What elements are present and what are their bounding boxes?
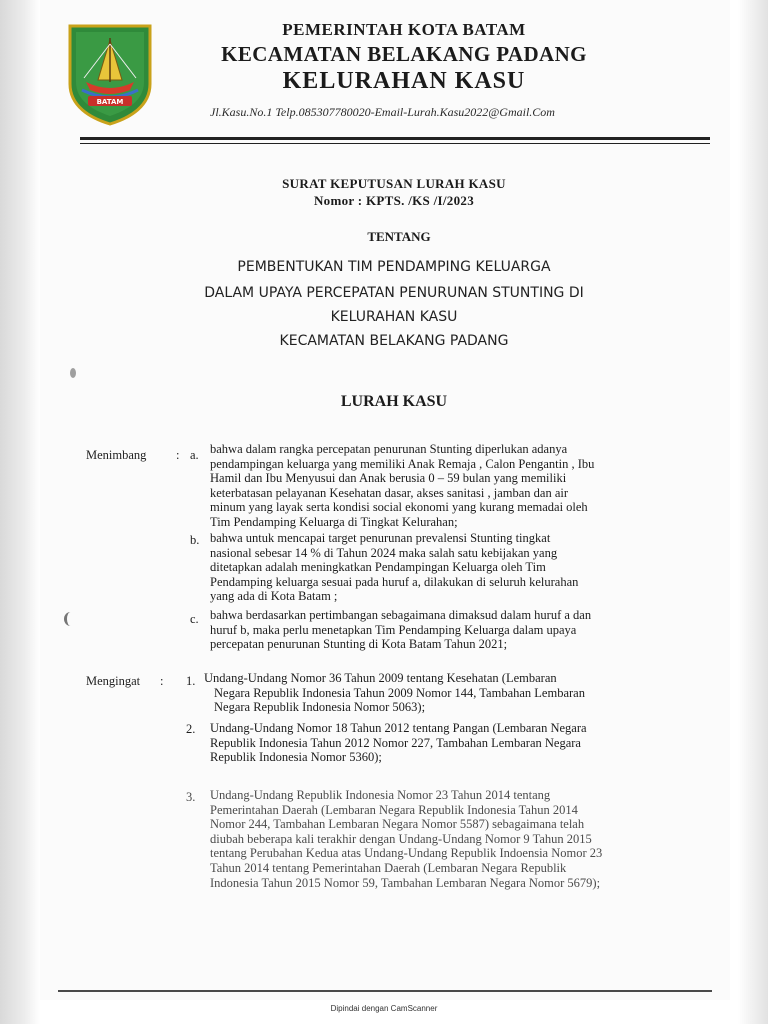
decree-title: SURAT KEPUTUSAN LURAH KASU — [282, 176, 506, 191]
item-marker: 2. — [186, 722, 196, 736]
text-line: percepatan penurunan Stunting di Kota Batam Tahun 2021; — [210, 637, 508, 652]
text-line: minum yang layak serta kondisi social ekonomi yang kurang memadai oleh — [210, 500, 588, 515]
text-line: Undang-Undang Nomor 18 Tahun 2012 tentang Pangan (Lembaran Negara — [210, 721, 587, 735]
text-line: yang ada di Kota Batam ; — [210, 589, 338, 604]
letterhead-district: KECAMATAN BELAKANG PADANG — [221, 42, 587, 66]
mengingat-label: Mengingat — [86, 674, 141, 688]
subject-line: KELURAHAN KASU — [330, 309, 458, 325]
item-marker: c. — [190, 612, 199, 626]
text-line: pendampingan keluarga yang memiliki Anak Remaja , Calon Pengantin , Ibu — [210, 456, 595, 471]
text-line: Pendamping keluarga sesuai pada huruf a, dilakukan di seluruh kelurahan — [210, 574, 579, 589]
letterhead-address: Jl.Kasu.No.1 Telp.085307780020-Email-Lurah.Kasu2022@Gmail.Com — [210, 105, 555, 119]
text-line: bahwa untuk mencapai target penurunan prevalensi Stunting tingkat — [210, 531, 551, 545]
scan-shadow-right — [738, 0, 768, 1024]
text-line: bahwa dalam rangka percepatan penurunan Stunting diperlukan adanya — [210, 442, 568, 456]
letterhead-rule-thin — [80, 143, 710, 144]
menimbang-label: Menimbang — [86, 448, 147, 462]
text-line: ditetapkan adalah meningkatkan Pendampingan Keluarga oleh Tim — [210, 560, 546, 575]
text-line: huruf b, maka perlu menetapkan Tim Pendamping Keluarga dalam upaya — [210, 622, 577, 637]
mengingat-colon: : — [160, 674, 164, 688]
text-line: diubah beberapa kali terakhir dengan Undang-Undang Nomor 9 Tahun 2015 — [210, 831, 592, 846]
text-line: nasional sebesar 14 % di Tahun 2024 maka salah satu kebijakan yang — [210, 545, 558, 560]
text-line: bahwa berdasarkan pertimbangan sebagaimana dimaksud dalam huruf a dan — [210, 608, 592, 622]
text-line: Negara Republik Indonesia Tahun 2009 Nomor 144, Tambahan Lembaran — [214, 685, 585, 700]
subject-line: KECAMATAN BELAKANG PADANG — [279, 333, 509, 349]
logo-label: BATAM — [96, 98, 124, 106]
menimbang-item-a — [210, 442, 696, 530]
menimbang-item-c — [210, 608, 696, 652]
letterhead-government: PEMERINTAH KOTA BATAM — [282, 20, 526, 39]
item-marker: a. — [190, 448, 199, 462]
menimbang-colon: : — [176, 448, 180, 462]
letterhead-rule-thick — [80, 137, 710, 140]
text-line: Republik Indonesia Nomor 5360); — [210, 750, 382, 765]
text-line: Tahun 2014 tentang Pemerintahan Daerah (Lembaran Negara Republik — [210, 860, 567, 875]
tentang-heading: TENTANG — [367, 229, 431, 244]
text-line: tentang Perubahan Kedua atas Undang-Undang Republik Indoensia Nomor 23 — [210, 846, 603, 861]
issuer-heading: LURAH KASU — [340, 393, 448, 410]
mengingat-item-3 — [210, 788, 696, 890]
text-line: Republik Indonesia Tahun 2012 Nomor 227, Tambahan Lembaran Negara — [210, 735, 581, 750]
punch-hole-mark — [64, 612, 77, 626]
item-marker: 1. — [186, 674, 196, 688]
text-line: Hamil dan Ibu Menyusui dan Anak berusia 0 – 59 bulan yang memiliki — [210, 471, 567, 486]
letterhead-village: KELURAHAN KASU — [282, 68, 526, 94]
mengingat-item-1 — [204, 671, 624, 715]
mengingat-item-2 — [210, 721, 696, 765]
scanner-watermark: Dipindai dengan CamScanner — [330, 1004, 438, 1013]
text-line: Negara Republik Indonesia Nomor 5063); — [214, 700, 426, 715]
decree-number: Nomor : KPTS. /KS /I/2023 — [313, 193, 475, 208]
text-line: Pemerintahan Daerah (Lembaran Negara Republik Indonesia Tahun 2014 — [210, 802, 578, 817]
punch-hole-mark — [70, 368, 76, 378]
text-line: Indonesia Tahun 2015 Nomor 59, Tambahan Lembaran Negara Nomor 5679); — [210, 875, 601, 890]
page-bottom-edge — [58, 990, 712, 992]
item-marker: 3. — [186, 790, 196, 804]
text-line: keterbatasan pelayanan Kesehatan dasar, akses sanitasi , jamban dan air — [210, 485, 569, 500]
text-line: Tim Pendamping Keluarga di Tingkat Kelurahan; — [210, 514, 458, 529]
text-line: Undang-Undang Republik Indonesia Nomor 23 Tahun 2014 tentang — [210, 788, 551, 802]
item-marker: b. — [190, 533, 200, 547]
subject-line: PEMBENTUKAN TIM PENDAMPING KELUARGA — [237, 259, 551, 275]
text-line: Undang-Undang Nomor 36 Tahun 2009 tentang Kesehatan (Lembaran — [204, 671, 557, 685]
scan-shadow-left — [0, 0, 40, 1024]
text-line: Nomor 244, Tambahan Lembaran Negara Nomor 5587) sebagaimana telah — [210, 817, 585, 832]
subject-line: DALAM UPAYA PERCEPATAN PENURUNAN STUNTING DI — [204, 285, 584, 301]
menimbang-item-b — [210, 531, 696, 604]
